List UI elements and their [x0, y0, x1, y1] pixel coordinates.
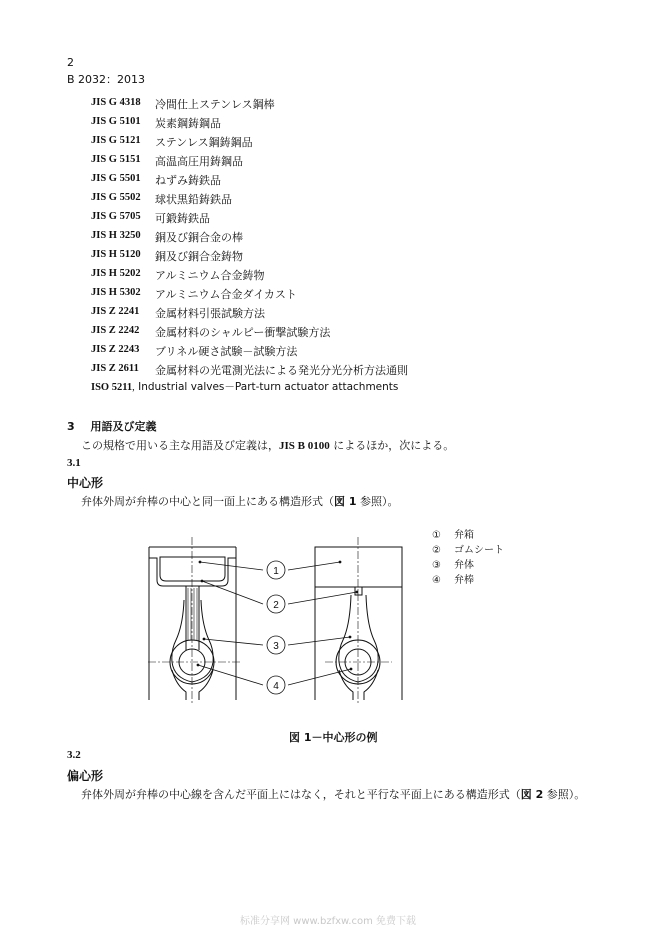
- iso-title: Industrial valves－Part-turn actuator attachments: [138, 381, 399, 393]
- reference-title: 可鍛鋳鉄品: [155, 212, 210, 225]
- reference-code: JIS H 5202: [91, 268, 141, 279]
- section-title: 用語及び定義: [90, 420, 157, 433]
- left-body-outline: [149, 547, 236, 700]
- reference-code: JIS H 3250: [91, 230, 141, 241]
- callout-label-3: 3: [273, 641, 279, 652]
- reference-code: JIS Z 2242: [91, 325, 140, 336]
- def-desc-text-end: 参照）。: [356, 495, 399, 508]
- legend-number: ③: [432, 560, 441, 571]
- callout-label-4: 4: [273, 681, 279, 692]
- legend-item: [432, 571, 474, 586]
- def-desc-text-2: 弁体外周が弁棒の中心線を含んだ平面上にはなく，それと平行な平面上にある構造形式（: [81, 788, 521, 801]
- reference-title: 銅及び銅合金鋳物: [155, 250, 243, 263]
- reference-code: JIS H 5120: [91, 249, 141, 260]
- def-desc-text: 弁体外周が弁棒の中心と同一面上にある構造形式（: [81, 495, 334, 508]
- right-body-top: [315, 547, 402, 587]
- def-desc-3-2: [81, 786, 585, 802]
- reference-title: アルミニウム合金鋳物: [155, 269, 265, 282]
- def-number-3-1: 3.1: [67, 457, 81, 469]
- page-number: 2: [67, 56, 74, 69]
- def-number-3-2: 3.2: [67, 749, 81, 761]
- iso-code: ISO 5211: [91, 382, 133, 393]
- reference-code: JIS G 5101: [91, 116, 141, 127]
- reference-code: JIS G 5705: [91, 211, 141, 222]
- intro-text-end: によるほか，次による。: [329, 439, 455, 452]
- legend-number: ④: [432, 575, 441, 586]
- legend-item: [432, 526, 474, 541]
- legend-label: ゴムシート: [454, 545, 504, 556]
- legend-number: ②: [432, 545, 441, 556]
- legend-number: ①: [432, 530, 441, 541]
- reference-code: JIS G 5151: [91, 154, 141, 165]
- reference-title: 金属材料のシャルピー衝撃試験方法: [155, 326, 331, 339]
- figure-ref: 図 1: [334, 495, 357, 508]
- reference-title: 高温高圧用鋳鋼品: [155, 155, 243, 168]
- reference-code: JIS Z 2241: [91, 306, 140, 317]
- reference-title: 球状黒鉛鋳鉄品: [155, 193, 232, 206]
- iso-reference: ISO 5211, Industrial valves－Part-turn actuator attachments: [91, 381, 399, 393]
- legend-item: [432, 556, 474, 571]
- legend-item: [432, 541, 504, 556]
- callout-label-2: 2: [273, 600, 279, 611]
- def-term-3-1: 中心形: [67, 476, 104, 490]
- reference-title: ねずみ鋳鉄品: [155, 174, 221, 187]
- watermark: 标准分享网 www.bzfxw.com 免费下载: [240, 916, 416, 927]
- def-term-3-2: 偏心形: [67, 769, 104, 783]
- section-number: 3: [67, 420, 75, 433]
- reference-title: 銅及び銅合金の棒: [155, 231, 243, 244]
- callout-label-1: 1: [273, 566, 279, 577]
- reference-code: JIS Z 2611: [91, 363, 139, 374]
- reference-code: JIS G 5501: [91, 173, 141, 184]
- reference-title: ステンレス鋼鋳鋼品: [155, 136, 253, 149]
- reference-code: JIS G 4318: [91, 97, 141, 108]
- reference-code: JIS H 5302: [91, 287, 141, 298]
- reference-title: 炭素鋼鋳鋼品: [155, 117, 221, 130]
- reference-code: JIS G 5121: [91, 135, 141, 146]
- reference-title: 金属材料引張試験方法: [155, 307, 265, 320]
- legend-label: 弁体: [454, 560, 474, 571]
- reference-title: 冷間仕上ステンレス鋼棒: [155, 98, 275, 111]
- legend-label: 弁箱: [454, 530, 474, 541]
- reference-title: 金属材料の光電測光法による発光分光分析方法通則: [155, 364, 408, 377]
- reference-code: JIS Z 2243: [91, 344, 140, 355]
- intro-jis-ref: JIS B 0100: [279, 440, 330, 452]
- standard-code: B 2032：2013: [67, 73, 146, 86]
- figure-caption: 図 1－中心形の例: [289, 731, 378, 744]
- reference-title: アルミニウム合金ダイカスト: [155, 288, 297, 301]
- figure-ref-2: 図 2: [520, 788, 544, 801]
- reference-title: ブリネル硬さ試験－試験方法: [155, 345, 298, 358]
- reference-code: JIS G 5502: [91, 192, 141, 203]
- def-desc-text-2-end: 参照）。: [543, 788, 586, 801]
- intro-text: この規格で用いる主な用語及び定義は，: [81, 439, 279, 452]
- legend-label: 弁棒: [454, 575, 474, 586]
